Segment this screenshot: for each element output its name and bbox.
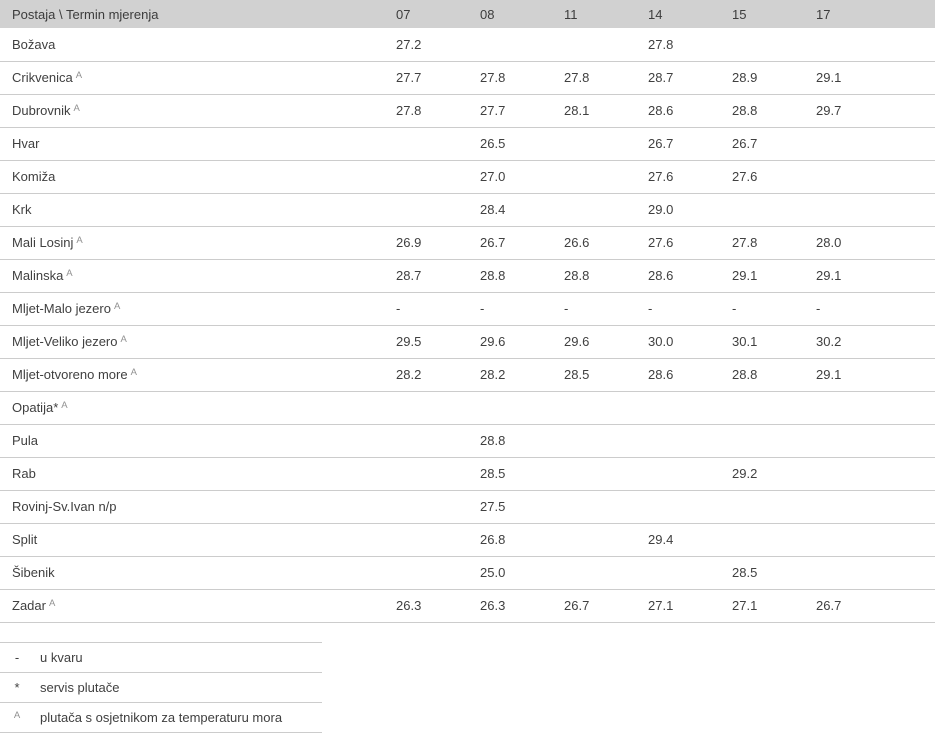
temperature-cell (472, 391, 556, 424)
station-name: Dubrovnik (12, 103, 71, 118)
temperature-cell (640, 556, 724, 589)
temperature-cell (808, 424, 935, 457)
temperature-cell (388, 160, 472, 193)
header-row (0, 0, 935, 28)
temperature-cell (388, 193, 472, 226)
temperature-cell: 28.5 (724, 556, 808, 589)
temperature-cell: 27.8 (640, 28, 724, 61)
station-name-cell (0, 193, 388, 226)
temperature-cell: 27.7 (472, 94, 556, 127)
temperature-cell (556, 490, 640, 523)
temperature-cell: 28.6 (640, 94, 724, 127)
temperature-cell: 29.6 (556, 325, 640, 358)
table-row (0, 523, 935, 556)
temperature-cell (808, 193, 935, 226)
station-name: Hvar (12, 136, 40, 151)
station-name: Krk (12, 202, 32, 217)
temperature-cell: 29.1 (808, 259, 935, 292)
temperature-cell (556, 424, 640, 457)
temperature-cell: 27.8 (472, 61, 556, 94)
temperature-cell: 27.1 (724, 589, 808, 622)
station-name: Komiža (12, 169, 56, 184)
temperature-cell: 28.2 (472, 358, 556, 391)
temperature-cell (388, 127, 472, 160)
temperature-cell (724, 523, 808, 556)
table-row (0, 556, 935, 589)
buoy-sensor-marker: A (75, 70, 83, 81)
station-name-cell (0, 391, 388, 424)
station-name-cell (0, 259, 388, 292)
temperature-cell (556, 193, 640, 226)
column-header-time-14: 14 (640, 0, 724, 28)
station-name-cell (0, 556, 388, 589)
temperature-cell: 27.8 (724, 226, 808, 259)
buoy-sensor-marker: A (66, 268, 73, 279)
temperature-cell: 30.2 (808, 325, 935, 358)
legend-label: servis plutače (34, 672, 322, 702)
legend-symbol-glyph: - (14, 649, 20, 665)
table-row (0, 127, 935, 160)
temperature-cell: 29.5 (388, 325, 472, 358)
table-row (0, 292, 935, 325)
temperature-cell: - (472, 292, 556, 325)
station-name: Pula (12, 433, 39, 448)
temperature-cell: 25.0 (472, 556, 556, 589)
column-header-time-17: 17 (808, 0, 935, 28)
station-name-cell (0, 589, 388, 622)
temperature-cell (808, 127, 935, 160)
table-row (0, 457, 935, 490)
temperature-cell (640, 391, 724, 424)
station-name-cell (0, 325, 388, 358)
temperature-cell: 26.8 (472, 523, 556, 556)
station-name-cell (0, 94, 388, 127)
table-row (0, 28, 935, 61)
station-name: Šibenik (12, 565, 55, 580)
temperature-cell (556, 28, 640, 61)
temperature-cell (556, 457, 640, 490)
column-header-time-15: 15 (724, 0, 808, 28)
station-name-cell (0, 127, 388, 160)
temperature-cell: 27.7 (388, 61, 472, 94)
temperature-cell (388, 523, 472, 556)
temperature-cell (724, 391, 808, 424)
temperature-cell: 26.3 (388, 589, 472, 622)
temperature-cell: 27.6 (640, 226, 724, 259)
temperature-cell (724, 28, 808, 61)
temperature-cell (388, 424, 472, 457)
buoy-sensor-marker: A (120, 334, 127, 345)
buoy-sensor-marker: A (113, 301, 121, 312)
station-name: Opatija* (12, 400, 59, 415)
temperature-cell: 29.1 (808, 61, 935, 94)
legend-symbol (0, 702, 34, 732)
table-row (0, 424, 935, 457)
buoy-sensor-marker: A (73, 103, 80, 114)
temperature-cell (388, 490, 472, 523)
temperature-cell: - (388, 292, 472, 325)
temperature-cell: 26.7 (808, 589, 935, 622)
temperature-cell: 27.5 (472, 490, 556, 523)
legend-row (0, 702, 322, 732)
temperature-cell: 28.9 (724, 61, 808, 94)
station-name-cell (0, 61, 388, 94)
temperature-cell: 26.7 (472, 226, 556, 259)
column-header-station-term: Postaja \ Termin mjerenja (0, 0, 388, 28)
legend-label: plutača s osjetnikom za temperaturu mora (34, 702, 322, 732)
temperature-cell: 28.5 (472, 457, 556, 490)
temperature-cell: 28.1 (556, 94, 640, 127)
temperature-cell (556, 391, 640, 424)
temperature-cell (808, 523, 935, 556)
temperature-cell: 26.7 (640, 127, 724, 160)
table-row (0, 226, 935, 259)
table-row (0, 325, 935, 358)
station-name: Crikvenica (12, 70, 73, 85)
temperature-cell: - (640, 292, 724, 325)
table-row (0, 259, 935, 292)
temperature-cell (388, 457, 472, 490)
temperature-cell (640, 424, 724, 457)
temperature-cell: 27.6 (640, 160, 724, 193)
temperature-cell (724, 490, 808, 523)
column-header-time-07: 07 (388, 0, 472, 28)
temperature-cell: 29.7 (808, 94, 935, 127)
temperature-cell (808, 457, 935, 490)
temperature-cell: 26.5 (472, 127, 556, 160)
station-name-cell (0, 226, 388, 259)
temperature-cell (808, 28, 935, 61)
temperature-cell: 26.3 (472, 589, 556, 622)
temperature-cell (724, 193, 808, 226)
temperature-cell: 26.7 (556, 589, 640, 622)
temperature-cell: 28.0 (808, 226, 935, 259)
temperature-cell (556, 556, 640, 589)
station-name: Božava (12, 36, 56, 52)
table-row (0, 358, 935, 391)
temperature-cell (556, 523, 640, 556)
legend-label: u kvaru (34, 642, 322, 672)
temperature-cell (556, 127, 640, 160)
table-row (0, 94, 935, 127)
station-name: Mali Losinj (12, 235, 74, 250)
temperature-cell (808, 490, 935, 523)
station-name: Split (12, 532, 38, 547)
temperature-cell: - (724, 292, 808, 325)
temperature-cell: 28.8 (472, 424, 556, 457)
legend-symbol-glyph: * (14, 679, 20, 695)
temperature-cell: 28.5 (556, 358, 640, 391)
temperature-cell: 28.6 (640, 358, 724, 391)
station-name-cell (0, 523, 388, 556)
station-name-cell (0, 457, 388, 490)
temperature-cell: 28.8 (556, 259, 640, 292)
temperature-cell: 30.1 (724, 325, 808, 358)
temperature-cell (724, 424, 808, 457)
legend-symbol (0, 672, 34, 702)
temperature-cell: 28.4 (472, 193, 556, 226)
table-row (0, 193, 935, 226)
station-name-cell (0, 28, 388, 61)
temperature-cell: 29.2 (724, 457, 808, 490)
station-name-cell (0, 424, 388, 457)
temperature-cell: 29.6 (472, 325, 556, 358)
temperature-cell: 26.9 (388, 226, 472, 259)
buoy-sensor-marker: A (76, 235, 83, 246)
temperature-cell: 27.0 (472, 160, 556, 193)
temperature-cell: 28.2 (388, 358, 472, 391)
buoy-sensor-marker: A (48, 598, 56, 609)
station-name: Mljet-Malo jezero (12, 301, 111, 316)
column-header-time-11: 11 (556, 0, 640, 28)
station-name: Rab (12, 466, 36, 481)
temperature-cell (808, 556, 935, 589)
temperature-cell: 28.8 (724, 94, 808, 127)
temperature-cell (472, 28, 556, 61)
temperature-cell: 26.7 (724, 127, 808, 160)
temperature-cell: 27.8 (388, 94, 472, 127)
temperature-cell: 27.1 (640, 589, 724, 622)
temperature-cell (808, 391, 935, 424)
temperature-cell (388, 391, 472, 424)
temperature-cell: 28.7 (388, 259, 472, 292)
temperature-cell: 27.8 (556, 61, 640, 94)
temperature-cell: 28.8 (724, 358, 808, 391)
table-row (0, 490, 935, 523)
station-name: Zadar (12, 598, 46, 613)
temperature-cell: 28.6 (640, 259, 724, 292)
buoy-sensor-marker: A (130, 367, 137, 378)
buoy-sensor-marker: A (61, 400, 68, 411)
temperature-cell: 30.0 (640, 325, 724, 358)
station-name-cell (0, 490, 388, 523)
temperature-cell: 28.7 (640, 61, 724, 94)
temperature-cell: 28.8 (472, 259, 556, 292)
temperature-cell (556, 160, 640, 193)
station-name: Malinska (12, 268, 64, 283)
station-name: Rovinj-Sv.Ivan n/p (12, 499, 117, 514)
station-name-cell (0, 358, 388, 391)
station-name-cell (0, 292, 388, 325)
table-row (0, 589, 935, 622)
temperature-cell: 29.4 (640, 523, 724, 556)
temperature-cell (388, 556, 472, 589)
temperature-cell: - (808, 292, 935, 325)
legend-symbol-glyph: A (13, 709, 21, 721)
temperature-cell: 27.6 (724, 160, 808, 193)
legend-symbol (0, 642, 34, 672)
column-header-time-08: 08 (472, 0, 556, 28)
temperature-cell: 29.0 (640, 193, 724, 226)
station-name-cell (0, 160, 388, 193)
temperature-cell: - (556, 292, 640, 325)
legend-row (0, 642, 322, 672)
temperature-cell: 26.6 (556, 226, 640, 259)
legend-row (0, 672, 322, 702)
temperature-cell: 29.1 (808, 358, 935, 391)
table-row (0, 61, 935, 94)
temperature-cell (808, 160, 935, 193)
legend-table (0, 642, 322, 733)
temperature-cell (640, 457, 724, 490)
table-row (0, 160, 935, 193)
station-name: Mljet-otvoreno more (12, 367, 128, 382)
temperature-cell (640, 490, 724, 523)
temperature-cell: 29.1 (724, 259, 808, 292)
temperature-cell: 27.2 (388, 28, 472, 61)
table-row (0, 391, 935, 424)
station-name: Mljet-Veliko jezero (12, 334, 118, 349)
